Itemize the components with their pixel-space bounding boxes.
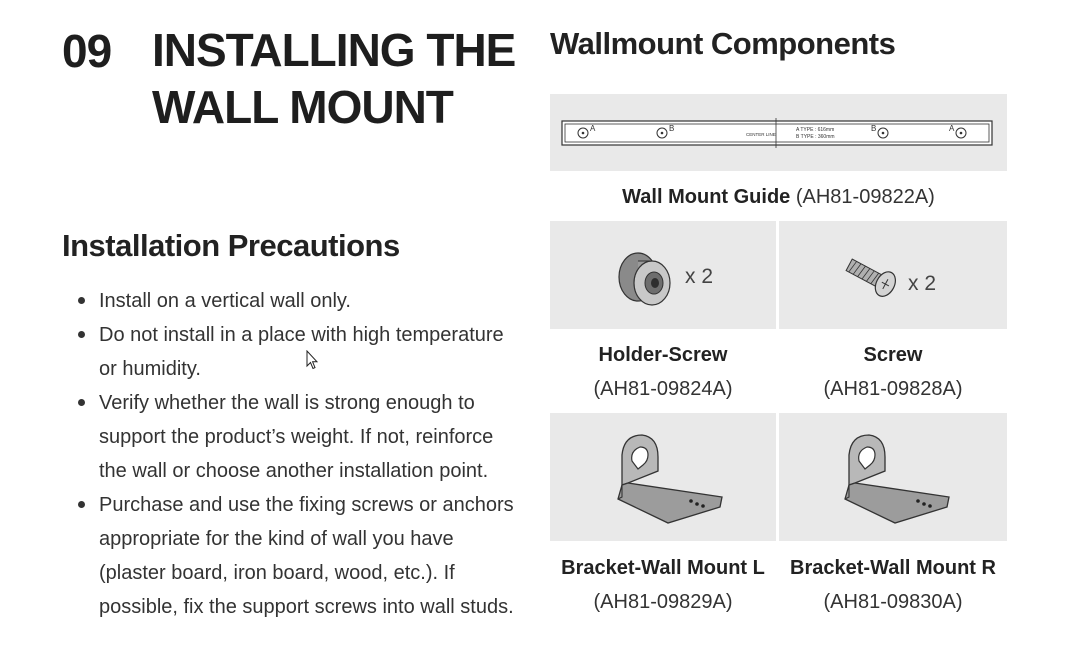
list-item: Install on a vertical wall only.	[78, 284, 518, 318]
bracket-l-icon	[550, 413, 776, 541]
bracket-l-name: Bracket-Wall Mount L	[561, 557, 765, 579]
guide-label-b-left: B	[669, 124, 675, 133]
screw-caption	[779, 338, 1007, 406]
guide-label-a-left: A	[590, 124, 596, 133]
holder-screw-icon	[550, 221, 776, 329]
bracket-r-name: Bracket-Wall Mount R	[790, 557, 996, 579]
screw-panel	[779, 221, 1007, 329]
precautions-heading: Installation Precautions	[62, 228, 400, 263]
guide-label-center: CENTER LINE	[746, 132, 776, 137]
chapter-header	[62, 24, 515, 138]
bracket-r-icon	[779, 413, 1007, 541]
bracket-r-part: (AH81-09830A)	[823, 591, 963, 613]
screw-part: (AH81-09828A)	[823, 378, 963, 400]
mouse-cursor-icon	[306, 350, 318, 370]
bracket-l-panel	[550, 413, 776, 541]
holder-screw-name: Holder-Screw	[598, 344, 728, 366]
precautions-list	[78, 284, 518, 624]
wall-mount-guide-panel	[550, 94, 1007, 171]
wall-mount-guide-part: (AH81-09822A)	[795, 186, 935, 208]
guide-label-a-type: A TYPE : 616mm	[796, 127, 835, 133]
chapter-number: 09	[62, 25, 112, 77]
wall-mount-guide-name: Wall Mount Guide	[622, 186, 791, 208]
chapter-title	[152, 24, 515, 138]
guide-label-a-right: A	[949, 124, 955, 133]
chapter-title-line-1: INSTALLING THE	[152, 24, 516, 76]
bracket-r-panel	[779, 413, 1007, 541]
chapter-title-line-2: WALL MOUNT	[152, 81, 453, 133]
components-heading: Wallmount Components	[550, 26, 896, 61]
screw-icon	[779, 221, 1007, 329]
holder-screw-caption	[550, 338, 776, 406]
screw-name: Screw	[863, 344, 923, 366]
wall-mount-guide-caption	[550, 180, 1007, 214]
holder-screw-quantity: x 2	[685, 265, 714, 288]
guide-label-b-right: B	[871, 124, 877, 133]
list-item: Purchase and use the fixing screws or anchors appropriate for the kind of wall you have (plaster board, iron board, wood, etc.). If possible, fix the support screws into wall studs.	[78, 488, 518, 624]
wall-mount-guide-image	[550, 94, 1007, 171]
guide-label-b-type: B TYPE : 360mm	[796, 134, 835, 140]
list-item: Verify whether the wall is strong enough to support the product’s weight. If not, reinforce the wall or choose another installation point.	[78, 386, 518, 488]
bracket-l-caption	[550, 551, 776, 619]
bracket-l-part: (AH81-09829A)	[593, 591, 733, 613]
screw-quantity: x 2	[908, 272, 937, 295]
list-item: Do not install in a place with high temperature or humidity.	[78, 318, 518, 386]
bracket-r-caption	[779, 551, 1007, 619]
holder-screw-part: (AH81-09824A)	[593, 378, 733, 400]
holder-screw-panel	[550, 221, 776, 329]
